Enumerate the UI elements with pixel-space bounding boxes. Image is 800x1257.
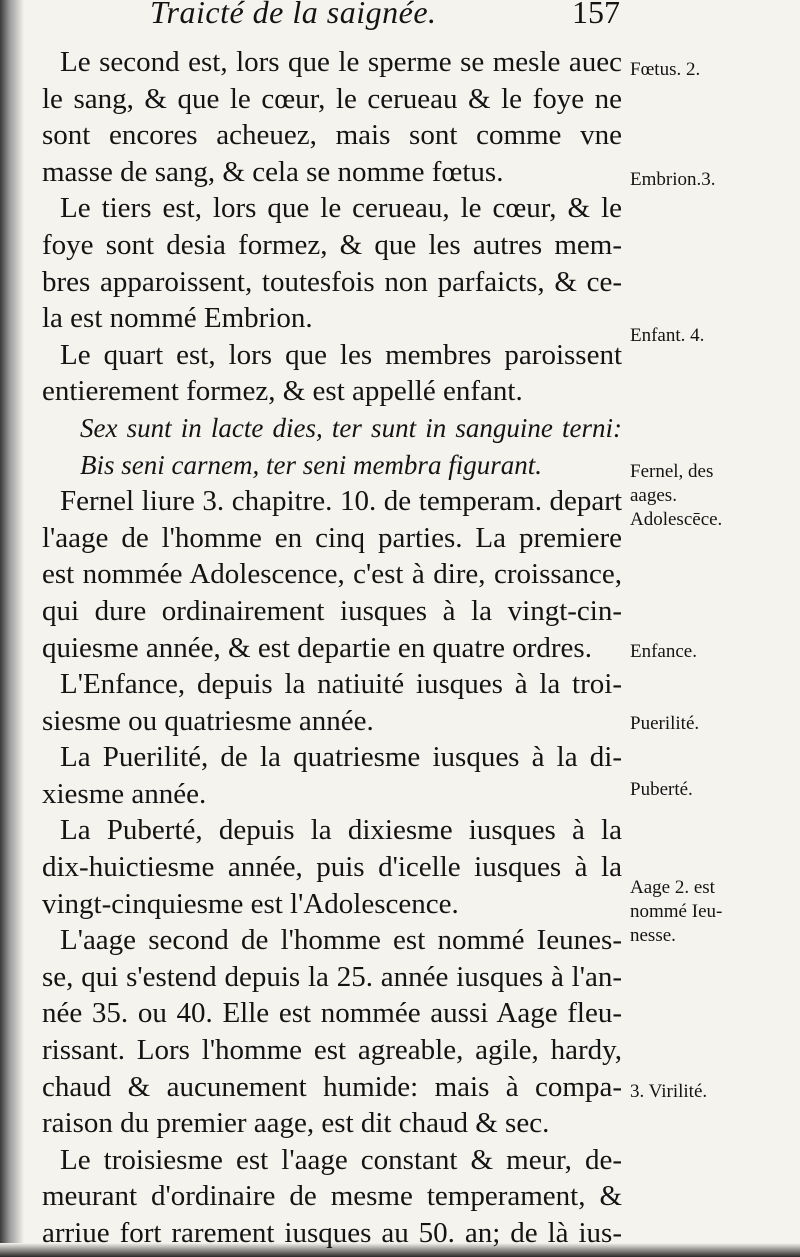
text-line: xiesme année.: [42, 777, 207, 810]
margin-note: [630, 1080, 795, 1104]
margin-note-line: 3. Virilité.: [630, 1081, 708, 1102]
margin-note: [630, 460, 795, 532]
margin-note-line: nesse.: [630, 925, 676, 946]
text-line: née 35. ou 40. Elle est nommée aussi Aage fleu-: [42, 997, 622, 1030]
text-line: Sex sunt in lacte dies, ter sunt in sanguine terni:: [80, 412, 622, 443]
text-line: raison du premier aage, est dit chaud & sec.: [42, 1107, 550, 1140]
text-line: vingt-cinquiesme est l'Adolescence.: [42, 887, 459, 920]
margin-note-line: nommé Ieu-: [630, 901, 723, 922]
running-title: Traicté de la saignée.: [150, 0, 437, 30]
text-line: se, qui s'estend depuis la 25. année iusques à l'an-: [42, 960, 622, 993]
text-line: meurant d'ordinaire de mesme temperament, &: [42, 1180, 622, 1213]
text-line: Le second est, lors que le sperme se mesle auec: [60, 46, 622, 78]
text-line: sont encores acheuez, mais sont comme vne: [42, 119, 622, 152]
text-line: La Puberté, depuis la dixiesme iusques à la: [60, 814, 622, 847]
text-line: siesme ou quatriesme année.: [42, 704, 374, 737]
text-line: Fernel liure 3. chapitre. 10. de temperam. depart: [60, 485, 622, 518]
text-line: Le tiers est, lors que le cerueau, le cœur, & le: [60, 192, 622, 225]
text-line: dix-huictiesme année, puis d'icelle iusques à la: [42, 851, 622, 884]
margin-note: [630, 324, 795, 348]
text-line: La Puerilité, de la quatriesme iusques à la di-: [60, 741, 622, 774]
margin-note-line: Fœtus. 2.: [630, 59, 701, 80]
text-line: masse de sang, & cela se nomme fœtus.: [42, 155, 504, 188]
text-line: rissant. Lors l'homme est agreable, agile, hardy,: [42, 1034, 622, 1067]
text-line: Le troisiesme est l'aage constant & meur, de-: [60, 1143, 622, 1176]
margin-note: [630, 712, 795, 736]
text-line: bres apparoissent, toutesfois non parfaicts, & ce-: [42, 265, 622, 298]
margin-note-line: Enfant. 4.: [630, 325, 705, 346]
text-line: qui dure ordinairement iusques à la vingt-cin-: [42, 594, 622, 627]
text-line: arriue fort rarement iusques au 50. an; de là ius-: [42, 1217, 622, 1249]
margin-note: [630, 58, 795, 82]
text-line: Le quart est, lors que les membres paroissent: [60, 338, 622, 371]
margin-note-line: Aage 2. est: [630, 877, 715, 898]
margin-note-line: Puerilité.: [630, 713, 700, 734]
margin-note-line: Fernel, des: [630, 461, 714, 482]
margin-note: [630, 640, 795, 664]
text-line: entierement formez, & est appellé enfant.: [42, 375, 523, 408]
margin-note-line: Adolescēce.: [630, 509, 723, 530]
page-edge-shadow: [0, 0, 24, 1257]
text-line: Bis seni carnem, ter seni membra figurant.: [80, 449, 542, 480]
text-body: [42, 44, 622, 1252]
text-line: foye sont desia formez, & que les autres mem-: [42, 228, 622, 261]
margin-note-line: Puberté.: [630, 779, 693, 800]
text-line: la est nommé Embrion.: [42, 302, 313, 335]
page-number: 157: [572, 0, 620, 30]
margin-note: [630, 168, 795, 192]
margin-note: [630, 876, 795, 948]
margin-note: [630, 778, 795, 802]
margin-note-line: Embrion.3.: [630, 169, 716, 190]
running-header: [150, 0, 620, 40]
text-line: quiesme année, & est departie en quatre ordres.: [42, 631, 592, 664]
text-line: est nommée Adolescence, c'est à dire, croissance,: [42, 558, 622, 591]
text-line: l'aage de l'homme en cinq parties. La premiere: [42, 521, 622, 554]
text-line: L'Enfance, depuis la natiuité iusques à la troi-: [60, 668, 622, 701]
margin-note-line: Enfance.: [630, 641, 697, 662]
margin-note-line: aages.: [630, 485, 677, 506]
text-line: chaud & aucunement humide: mais à compa-: [42, 1070, 622, 1103]
text-line: le sang, & que le cœur, le cerueau & le foye ne: [42, 82, 622, 115]
text-line: L'aage second de l'homme est nommé Ieunes-: [60, 924, 622, 957]
